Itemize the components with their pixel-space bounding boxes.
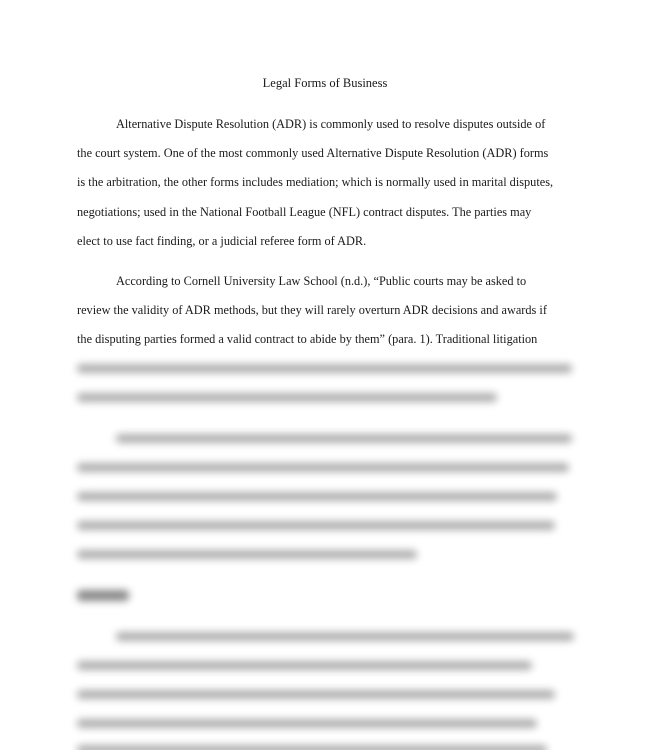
document-title: Legal Forms of Business — [262, 76, 388, 90]
text-line: is the arbitration, the other forms includes mediation; which is normally used in marital disputes, — [77, 175, 554, 190]
blurred-text-line — [77, 492, 557, 501]
blurred-text-line — [77, 661, 532, 670]
blurred-text-line — [77, 690, 555, 699]
blurred-text-line — [77, 463, 569, 472]
text-line: Alternative Dispute Resolution (ADR) is commonly used to resolve disputes outside of — [116, 117, 546, 131]
blurred-text-line — [116, 632, 574, 641]
blurred-text-line — [77, 745, 547, 750]
text-line: review the validity of ADR methods, but they will rarely overturn ADR decisions and awards if — [77, 303, 547, 318]
blurred-text-line — [77, 719, 537, 728]
blurred-text-line — [77, 364, 572, 373]
text-line: the court system. One of the most commonly used Alternative Dispute Resolution (ADR) forms — [77, 146, 549, 161]
paragraph-cornell-quote — [77, 267, 577, 355]
blurred-content-region — [0, 352, 650, 750]
text-line: According to Cornell University Law School (n.d.), “Public courts may be asked to — [116, 274, 527, 288]
text-line: negotiations; used in the National Football League (NFL) contract disputes. The parties may — [77, 204, 532, 219]
text-line: the disputing parties formed a valid contract to abide by them” (para. 1). Traditional litigation — [77, 332, 538, 347]
blurred-text-line — [77, 521, 555, 530]
text-line: elect to use fact finding, or a judicial referee form of ADR. — [77, 233, 367, 248]
blurred-text-line — [77, 393, 497, 402]
blurred-heading — [77, 590, 129, 601]
blurred-text-line — [116, 434, 572, 443]
paragraph-adr-intro — [77, 110, 577, 256]
blurred-text-line — [77, 550, 417, 559]
